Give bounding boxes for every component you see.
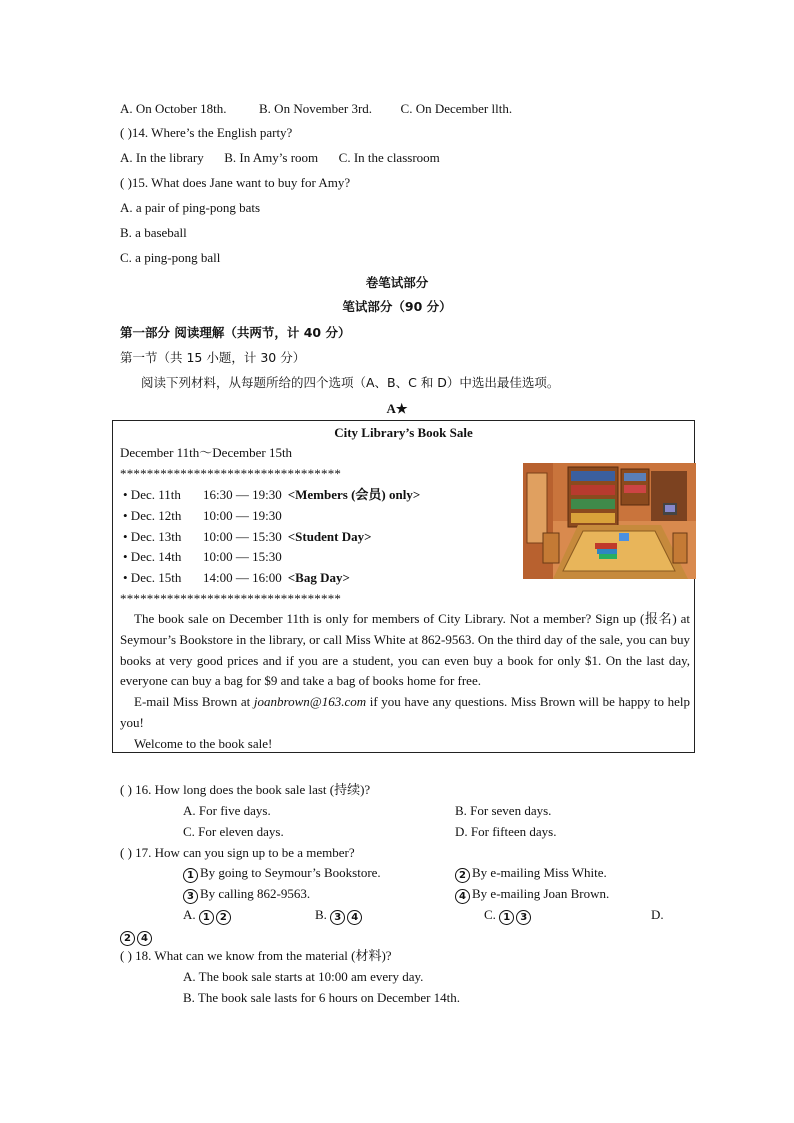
q13-options (120, 101, 512, 117)
q13-option-c: C. On December llth. (400, 101, 513, 116)
circled-number-icon: 3 (330, 910, 345, 925)
stars-divider-top: ********************************* (120, 466, 342, 481)
circled-number-icon: 1 (499, 910, 514, 925)
schedule-time: 10:00 — 15:30 (203, 529, 282, 544)
schedule-row (123, 508, 282, 524)
circled-number-icon: 4 (455, 889, 470, 904)
q17-choice-2 (455, 865, 607, 883)
q17-option-b (315, 907, 364, 925)
schedule-row (123, 570, 350, 586)
email-link[interactable]: joanbrown@163.com (253, 694, 367, 709)
circled-number-icon: 3 (516, 910, 531, 925)
schedule-row (123, 549, 282, 565)
schedule-day: • Dec. 12th (123, 508, 182, 523)
circled-number-icon: 4 (137, 931, 152, 946)
q16-stem: ( ) 16. How long does the book sale last (持续)? (120, 782, 371, 797)
q17-option-d: D. (651, 907, 664, 922)
q14-option-a: A. In the library (120, 150, 204, 165)
notice-title: City Library’s Book Sale (334, 425, 473, 440)
option-letter: B. (315, 907, 327, 922)
circled-number-icon: 1 (199, 910, 214, 925)
q16-option-d: D. For fifteen days. (455, 824, 557, 839)
book-sale-notice (112, 420, 695, 753)
circled-number-icon: 2 (216, 910, 231, 925)
q17-choice-1 (183, 865, 381, 883)
volume-heading: 卷笔试部分 (365, 275, 429, 290)
schedule-day: • Dec. 13th (123, 529, 182, 544)
q14-options (120, 150, 440, 166)
q17-choice-text: By e-mailing Miss White. (472, 865, 607, 880)
schedule-day: • Dec. 14th (123, 549, 182, 564)
q17-stem: ( ) 17. How can you sign up to be a member? (120, 845, 355, 860)
schedule-time: 16:30 — 19:30 (203, 487, 282, 502)
schedule-time: 10:00 — 15:30 (203, 549, 282, 564)
q14-option-c: C. In the classroom (338, 150, 440, 165)
q15-option-a: A. a pair of ping-pong bats (120, 200, 261, 215)
option-letter: C. (484, 907, 496, 922)
passage-label: A★ (386, 401, 408, 416)
notice-paragraph-2 (120, 692, 690, 734)
library-illustration (523, 463, 696, 579)
q18-option-a: A. The book sale starts at 10:00 am every day. (183, 969, 424, 984)
stars-divider-bottom: ********************************* (120, 591, 342, 606)
written-heading: 笔试部分（90 分） (342, 299, 452, 314)
q17-option-a (183, 907, 233, 925)
schedule-day: • Dec. 11th (123, 487, 181, 502)
section1-heading: 第一节（共 15 小题，计 30 分） (120, 350, 306, 365)
q16-option-b: B. For seven days. (455, 803, 552, 818)
q16-option-a: A. For five days. (183, 803, 271, 818)
circled-number-icon: 4 (347, 910, 362, 925)
circled-number-icon: 2 (120, 931, 135, 946)
schedule-note: <Bag Day> (287, 570, 350, 585)
q13-option-a: A. On October 18th. (120, 101, 227, 116)
q17-choice-text: By going to Seymour’s Bookstore. (200, 865, 381, 880)
q17-option-d-value (120, 928, 154, 946)
q17-option-c (484, 907, 533, 925)
q14-option-b: B. In Amy’s room (224, 150, 319, 165)
q17-choice-text: By calling 862-9563. (200, 886, 311, 901)
schedule-row (123, 487, 420, 503)
option-letter: A. (183, 907, 196, 922)
q16-option-c: C. For eleven days. (183, 824, 284, 839)
circled-number-icon: 2 (455, 868, 470, 883)
schedule-note: <Student Day> (287, 529, 372, 544)
notice-dates: December 11th～December 15th (120, 445, 293, 460)
schedule-time: 14:00 — 16:00 (203, 570, 282, 585)
q15-option-b: B. a baseball (120, 225, 187, 240)
schedule-time: 10:00 — 19:30 (203, 508, 282, 523)
q17-choice-4 (455, 886, 609, 904)
schedule-row (123, 529, 372, 545)
circled-number-icon: 3 (183, 889, 198, 904)
q17-choice-text: By e-mailing Joan Brown. (472, 886, 610, 901)
schedule-note: <Members (会员) only> (287, 487, 421, 502)
instruction: 阅读下列材料，从每题所给的四个选项（A、B、C 和 D）中选出最佳选项。 (141, 375, 560, 390)
q18-stem: ( ) 18. What can we know from the material (材料)? (120, 948, 392, 963)
notice-paragraph-1: The book sale on December 11th is only for members of City Library. Not a member? Sign up (报名) at Seymour’s Bookstore in the library, or call Miss White at 862-9563. On the third day of the sale, you can buy books at very good prices and if you are a student, you can even buy a book for only $1. On the last day, everyone can buy a bag for $9 and take a bag of books home for free. (120, 611, 690, 689)
q14-stem: ( )14. Where’s the English party? (120, 125, 293, 140)
notice-paragraph-3: Welcome to the book sale! (134, 736, 273, 751)
q15-stem: ( )15. What does Jane want to buy for Amy? (120, 175, 351, 190)
part1-heading: 第一部分 阅读理解（共两节，计 40 分） (120, 325, 351, 340)
schedule-day: • Dec. 15th (123, 570, 182, 585)
q13-option-b: B. On November 3rd. (259, 101, 373, 116)
q18-option-b: B. The book sale lasts for 6 hours on December 14th. (183, 990, 461, 1005)
circled-number-icon: 1 (183, 868, 198, 883)
contact-text-end: if you have any questions. Miss Brown will be happy to help you! (120, 694, 690, 730)
q15-option-c: C. a ping-pong ball (120, 250, 221, 265)
contact-text-start: E-mail Miss Brown at (134, 694, 254, 709)
q17-choice-3 (183, 886, 310, 904)
